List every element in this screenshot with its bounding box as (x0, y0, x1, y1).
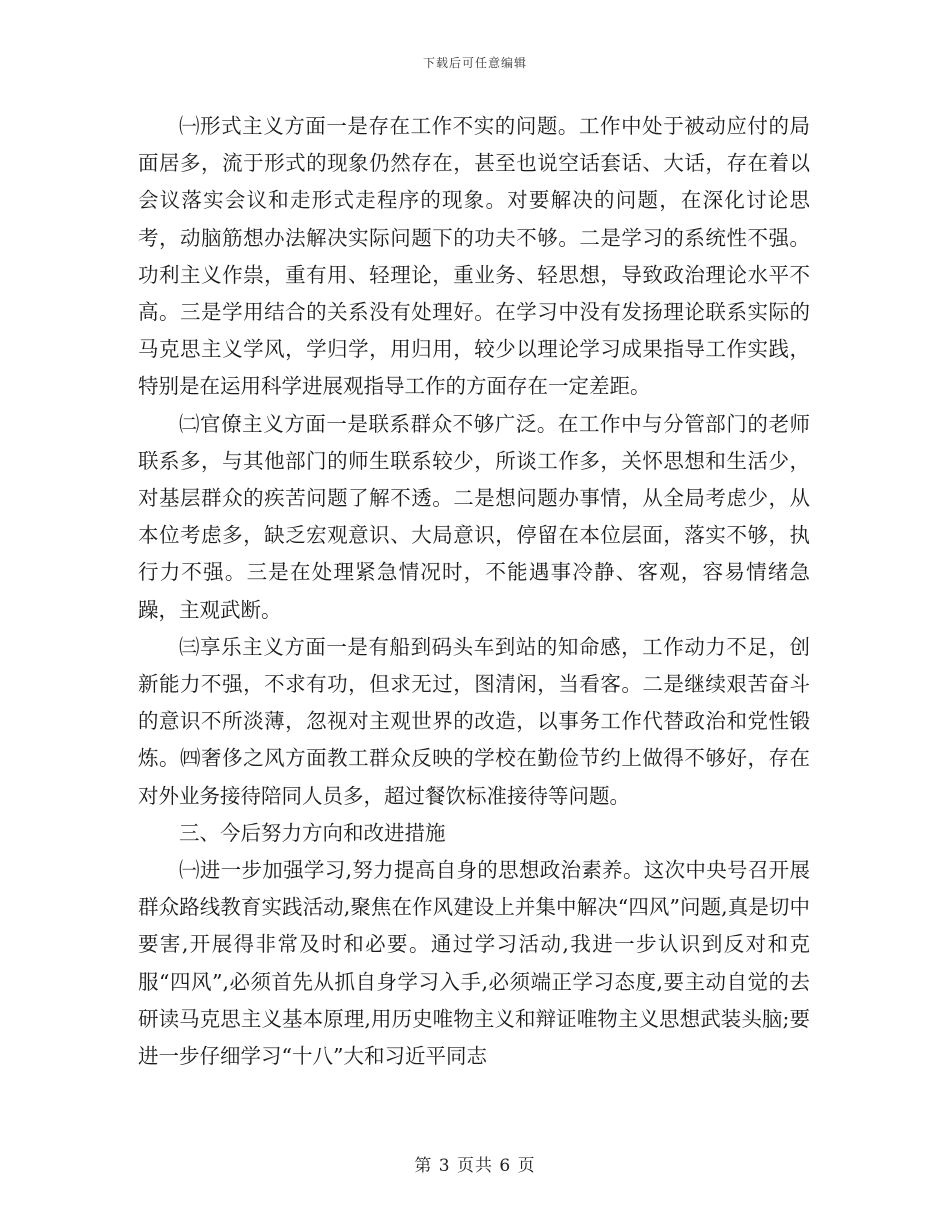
paragraph-bureaucracy: ㈡官僚主义方面一是联系群众不够广泛。在工作中与分管部门的老师联系多，与其他部门的师生联系较少，所谈工作多，关怀思想和生活少，对基层群众的疾苦问题了解不透。二是想问题办事情，从全局考虑少，从本位考虑多，缺乏宏观意识、大局意识，停留在本位层面，落实不够，执行力不强。三是在处理紧急情况时，不能遇事冷静、客观，容易情绪急躁，主观武断。 (138, 411, 810, 622)
document-body (138, 108, 810, 1075)
paragraph-hedonism: ㈢享乐主义方面一是有船到码头车到站的知命感，工作动力不足，创新能力不强，不求有功，但求无过，图清闲，当看客。二是继续艰苦奋斗的意识不所淡薄，忽视对主观世界的改造，以事务工作代替政治和党性锻炼。㈣奢侈之风方面教工群众反映的学校在勤俭节约上做得不够好，存在对外业务接待陪同人员多，超过餐饮标准接待等问题。 (138, 634, 810, 808)
paragraph-formalism: ㈠形式主义方面一是存在工作不实的问题。工作中处于被动应付的局面居多，流于形式的现象仍然存在，甚至也说空话套话、大话，存在着以会议落实会议和走形式走程序的现象。对要解决的问题，在深化讨论思考，动脑筋想办法解决实际问题下的功夫不够。二是学习的系统性不强。功利主义作祟，重有用、轻理论，重业务、轻思想，导致政治理论水平不高。三是学用结合的关系没有处理好。在学习中没有发扬理论联系实际的马克思主义学风，学归学，用归用，较少以理论学习成果指导工作实践，特别是在运用科学进展观指导工作的方面存在一定差距。 (138, 114, 810, 399)
paragraph-study: ㈠进一步加强学习,努力提高自身的思想政治素养。这次中央号召开展群众路线教育实践活动,聚焦在作风建设上并集中解决“四风”问题,真是切中要害,开展得非常及时和必要。通过学习活动,我进一步认识到反对和克服“四风”,必须首先从抓自身学习入手,必须端正学习态度,要主动自觉的去研读马克思主义基本原理,用历史唯物主义和辩证唯物主义思想武装头脑;要进一步仔细学习“十八”大和习近平同志 (138, 858, 810, 1069)
section-heading-improvements: 三、今后努力方向和改进措施 (179, 820, 446, 845)
page-number: 第 3 页共 6 页 (414, 1156, 536, 1176)
header-note: 下载后可任意编辑 (422, 56, 527, 70)
